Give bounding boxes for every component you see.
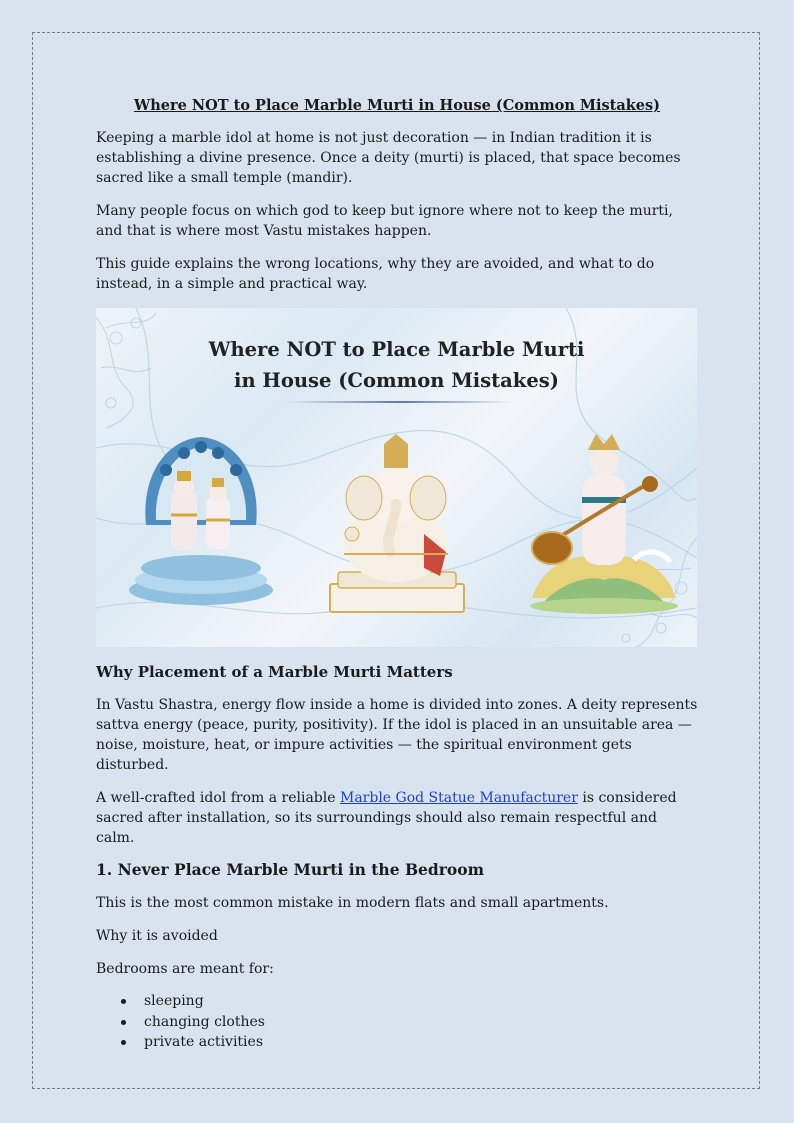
list-item bbox=[144, 991, 698, 1012]
hero-banner-image bbox=[96, 308, 697, 647]
document-body bbox=[96, 96, 698, 1053]
why-paragraph-1: In Vastu Shastra, energy flow inside a home is divided into zones. A deity represents sattva energy (peace, purity, positivity). If the idol is placed in an unsuitable area — noise, moisture, heat, or impure activities — the spiritual environment gets disturbed. bbox=[96, 697, 698, 773]
marble-god-statue-manufacturer-link[interactable]: Marble God Statue Manufacturer bbox=[339, 790, 578, 806]
why-paragraph-2 bbox=[96, 788, 698, 848]
hero-title-line-1: Where NOT to Place Marble Murti bbox=[208, 338, 585, 361]
ganesha-statue bbox=[324, 434, 468, 614]
bullet-icon bbox=[121, 999, 126, 1004]
bedroom-why-avoided-label: Why it is avoided bbox=[96, 928, 218, 944]
section-heading-why-placement: Why Placement of a Marble Murti Matters bbox=[96, 663, 453, 681]
hero-title bbox=[96, 334, 697, 396]
saraswati-statue bbox=[524, 430, 684, 615]
section-heading-bedroom: 1. Never Place Marble Murti in the Bedroom bbox=[96, 860, 484, 879]
bullet-icon bbox=[121, 1020, 126, 1025]
list-item bbox=[144, 1032, 698, 1053]
intro-paragraph-1: Keeping a marble idol at home is not just decoration — in Indian tradition it is establishing a divine presence. Once a deity (murti) is placed, that space becomes sacred like a small temple (mandir). bbox=[96, 130, 681, 186]
list-item-text: changing clothes bbox=[144, 1013, 265, 1030]
why-paragraph-2-text-before: A well-crafted idol from a reliable bbox=[96, 790, 340, 806]
bedroom-paragraph-1: This is the most common mistake in modern flats and small apartments. bbox=[96, 895, 609, 911]
list-item bbox=[144, 1012, 698, 1033]
page-title: Where NOT to Place Marble Murti in House (Common Mistakes) bbox=[133, 97, 661, 114]
intro-paragraph-3: This guide explains the wrong locations, why they are avoided, and what to do instead, in a simple and practical way. bbox=[96, 256, 655, 292]
hero-divider bbox=[286, 401, 512, 403]
why-paragraph-2-text-after: is considered sacred after installation, so its surroundings should also remain respectful and calm. bbox=[96, 790, 677, 846]
vishnu-lakshmi-statue bbox=[126, 435, 276, 607]
intro-paragraph-2: Many people focus on which god to keep but ignore where not to keep the murti, and that is where most Vastu mistakes happen. bbox=[96, 203, 673, 239]
bedroom-meant-for-label: Bedrooms are meant for: bbox=[96, 961, 274, 977]
list-item-text: private activities bbox=[144, 1034, 263, 1050]
bedroom-uses-list bbox=[96, 991, 698, 1053]
bullet-icon bbox=[121, 1040, 126, 1045]
list-item-text: sleeping bbox=[144, 993, 204, 1009]
hero-title-line-2: in House (Common Mistakes) bbox=[234, 369, 559, 392]
